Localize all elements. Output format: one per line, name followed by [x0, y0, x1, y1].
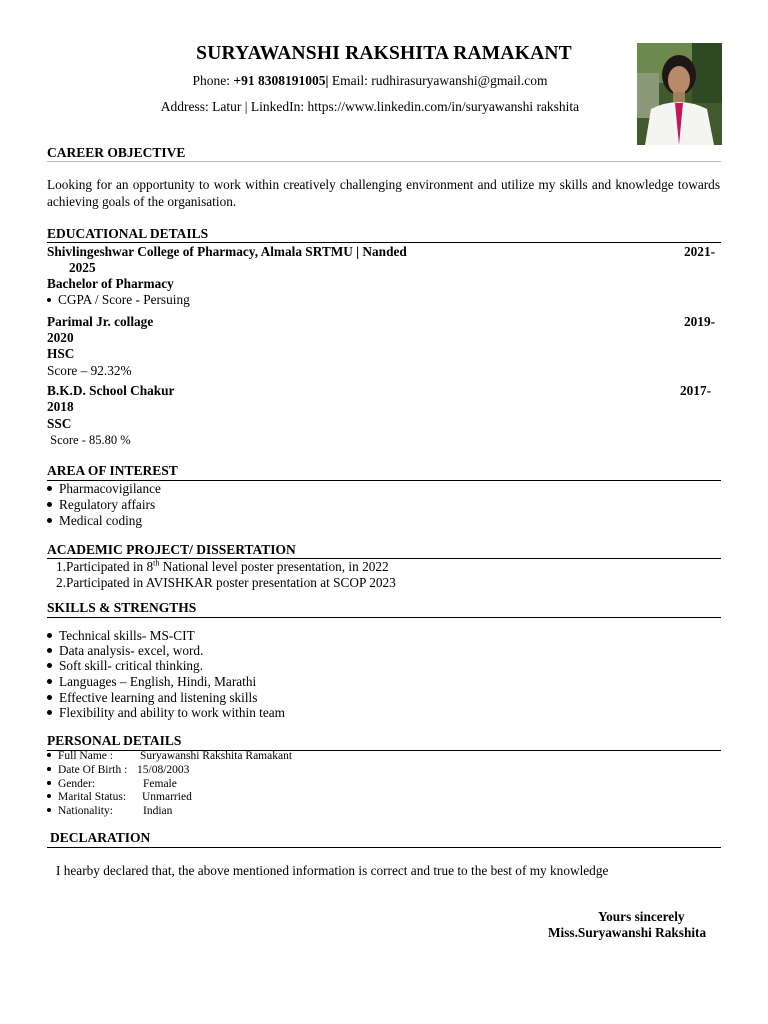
project-item-text: Participated in AVISHKAR poster presentation at SCOP 2023	[65, 575, 396, 590]
school-name: B.K.D. School Chakur	[47, 383, 175, 398]
skill-item: Data analysis- excel, word.	[47, 643, 203, 659]
college-year-start: 2021-	[684, 244, 716, 259]
section-title-education: EDUCATIONAL DETAILS	[47, 226, 209, 241]
personal-label: Full Name :	[47, 750, 113, 762]
contact-line	[0, 73, 740, 89]
declaration-text: I hearby declared that, the above mentioned information is correct and true to the best of my knowledge	[56, 863, 609, 878]
junior-college-year-end: 2020	[47, 330, 74, 345]
section-title-personal: PERSONAL DETAILS	[47, 733, 182, 748]
divider	[47, 847, 721, 848]
personal-label: Marital Status:	[47, 791, 126, 803]
applicant-name: SURYAWANSHI RAKSHITA RAMAKANT	[196, 43, 572, 64]
personal-label: Date Of Birth :	[47, 764, 127, 776]
college-name: Shivlingeshwar College of Pharmacy, Almala SRTMU | Nanded	[47, 244, 407, 259]
personal-label: Gender:	[47, 778, 95, 790]
signature-name: Miss.Suryawanshi Rakshita	[548, 925, 707, 940]
project-item	[56, 575, 396, 591]
personal-value: 15/08/2003	[137, 764, 190, 776]
personal-value: Unmarried	[142, 791, 192, 803]
section-title-project: ACADEMIC PROJECT/ DISSERTATION	[47, 542, 296, 557]
junior-college-name: Parimal Jr. collage	[47, 314, 154, 329]
skill-item: Effective learning and listening skills	[47, 690, 257, 706]
ssc-score: Score - 85.80 %	[47, 433, 131, 447]
school-year-start: 2017-	[680, 383, 712, 398]
phone-label: Phone:	[192, 73, 234, 88]
email: Email: rudhirasuryawanshi@gmail.com	[328, 73, 548, 88]
divider	[47, 617, 721, 618]
skill-item: Languages – English, Hindi, Marathi	[47, 674, 256, 690]
project-item-number: 2.	[56, 575, 66, 590]
project-item	[56, 559, 389, 575]
ssc-label: SSC	[47, 416, 72, 431]
phone-number: +91 8308191005|	[233, 73, 329, 88]
personal-value: Female	[143, 778, 177, 790]
school-year-end: 2018	[47, 399, 74, 414]
junior-college-year-start: 2019-	[684, 314, 716, 329]
section-title-skills: SKILLS & STRENGTHS	[47, 600, 197, 615]
superscript: th	[153, 558, 160, 568]
section-title-declaration: DECLARATION	[50, 830, 151, 845]
address-line: Address: Latur | LinkedIn: https://www.linkedin.com/in/suryawanshi rakshita	[160, 99, 580, 114]
personal-value: Suryawanshi Rakshita Ramakant	[140, 750, 293, 762]
divider	[47, 242, 721, 243]
hsc-label: HSC	[47, 346, 75, 361]
hsc-score: Score – 92.32%	[47, 363, 132, 378]
project-item-text: Participated in 8	[65, 559, 154, 574]
personal-label: Nationality:	[47, 805, 113, 817]
objective-text: Looking for an opportunity to work within creatively challenging environment and utilize my skills and knowledge towards achieving goals of the organisation.	[47, 177, 720, 209]
degree: Bachelor of Pharmacy	[47, 276, 174, 291]
profile-photo	[637, 43, 722, 145]
closing: Yours sincerely	[598, 909, 685, 924]
project-item-text: National level poster presentation, in 2022	[159, 559, 389, 574]
interest-item: Pharmacovigilance	[47, 481, 161, 497]
project-item-number: 1.	[56, 559, 66, 574]
divider	[47, 161, 721, 162]
section-title-interest: AREA OF INTEREST	[47, 463, 178, 478]
skill-item: Soft skill- critical thinking.	[47, 658, 203, 674]
skill-item: Technical skills- MS-CIT	[47, 628, 195, 644]
interest-item: Medical coding	[47, 513, 142, 529]
college-year-end: 2025	[69, 260, 96, 275]
interest-item: Regulatory affairs	[47, 497, 155, 513]
personal-value: Indian	[143, 805, 173, 817]
cgpa: CGPA / Score - Persuing	[47, 292, 190, 308]
section-title-career-objective: CAREER OBJECTIVE	[47, 145, 186, 160]
skill-item: Flexibility and ability to work within team	[47, 705, 285, 721]
